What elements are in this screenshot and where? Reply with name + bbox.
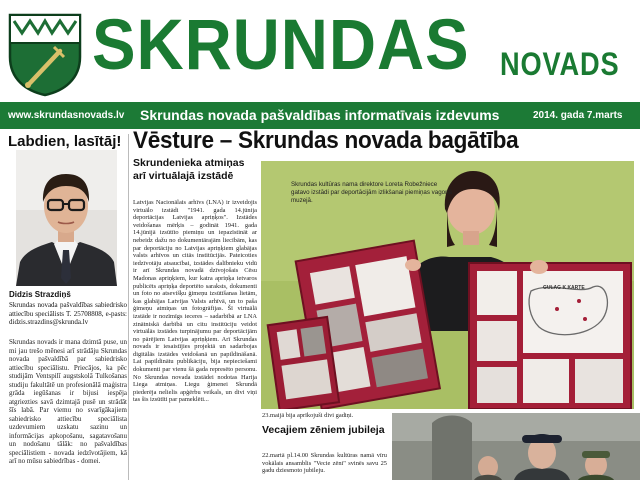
- photo-caption: Skrundas kultūras nama direktore Loreta Robežniece gatavo izstādi par deportācijām izlikšanai piemiņas vagonā muzejā.: [291, 181, 452, 204]
- author-portrait: [16, 150, 117, 286]
- newspaper-subtitle: NOVADS: [500, 46, 620, 82]
- newspaper-title: SKRUNDAS: [92, 6, 470, 85]
- article-body: Latvijas Nacionālais arhīvs (LNA) ir izveidojis virtuālo izstādi "1941. gada 14.jūnija deportācijas Latvijas apriņķos". Izstādes veidošanas mērķis – godināt 1941. gada 14.jūnijā izsūtīto piemiņu un iepazīstināt ar nebeidz dažu no dokumentārajām liecībām, kas par deportāciju no Latvijas apriņķiem glabājas valsts arhīvos un citās institūcijās. Pateicoties iedzīvotāju atsaucībai, izstādes dalībnieku vidū ir arī Skrundas novadā dzīvojošais Cēsu Madonas apriņķiem, kur katra apriņķa ietvaros publicēts apriņķa deportēto saraksts, dokumenti un foto no atsevišķu ģimeņu izsūtīšanas lietām, kas glabājas Latvijas Valsts arhīvā, un to paša ģimeņu atmiņas un fotogrāfijas. Šī virtuālā izstāde ir nozīmīgs ieceres – sadarbībā ar LNA zinātniskā darbībā un citu institūciju veidot virtuālās izstādes turpinājumu par deportācijām no pārējiem Latvijas apriņķiem. Arī Skrundas novads ir iesaistījies projektā un sadarbojas digitālās izstādes veidošanā un papildināšanā. Lai papildinātu publikāciju, bija nepieciešami dokumenti par vienu šā gada represēto personu. No Skrundas novada izstādei nodotas Harija Liega atmiņas. Liegu ģimenei Skrundā piederēja nelielis apģērbu veikals, un divi viņi tas šis izsūtīti par pameklēti...: [133, 199, 257, 404]
- coat-of-arms-icon: [8, 13, 82, 97]
- page-headline: Vēsture – Skrundas novada bagātība: [133, 127, 519, 154]
- ensemble-photo: [392, 413, 640, 480]
- author-name: Didzis Strazdiņš: [9, 290, 71, 299]
- photo-credit-text: 23.maijā bija aprīkojuši divi gadiņi.: [262, 412, 354, 419]
- article-body: 22.martā pl.14.00 Skrundas kultūras namā vīru vokālais ansamblis "Vecie zēni" svinēs savu 25 gadu dziesmoto jubileju.: [262, 452, 387, 475]
- issue-date: 2014. gada 7.marts: [533, 110, 623, 121]
- column-divider: [128, 134, 129, 480]
- article-title: Vecajiem zēniem jubileja: [262, 424, 385, 436]
- greeting-heading: Labdien, lasītāj!: [8, 133, 122, 150]
- author-contact: Skrundas novada pašvaldības sabiedrisko attiecību speciālists T. 25708808, e-pasts: didzis.strazdins@skrunda.lv: [9, 301, 127, 326]
- masthead: [0, 0, 640, 104]
- editorial-text: Skrundas novads ir mana dzimtā puse, un mi jau trešo mēnesi arī strādāju Skrundas novada pašvaldībā par sabiedrisko attiecību speciālistu. Priecājos, ka pēc studijām Ventspilī augstskolā Tulkošanas studiju fakultātē un profesionālā maģistra grāda iegūšanas ir bijusi iespēja atgriezties savā dzimtajā pusē un strādāt šīs labā. Par viemu no svarīgākajiem sabiedrisko attiecību speciālista uzdevumiem uzskatu sazinu un informācijas apkopošanu, sagatavošanu un nodošanu tālāk: no pašvaldības speciālistiem - novada iedzīvotājiem, kā arī no mūsu sabiedrības - domei.: [9, 338, 127, 465]
- board-map-label: GULAG K KARTE: [543, 285, 585, 291]
- masthead-tagline: Skrundas novada pašvaldības informatīvais izdevums: [140, 107, 500, 123]
- website-link[interactable]: www.skrundasnovads.lv: [8, 110, 125, 121]
- article-title: Skrundenieka atmiņas arī virtuālajā izstādē: [133, 157, 245, 182]
